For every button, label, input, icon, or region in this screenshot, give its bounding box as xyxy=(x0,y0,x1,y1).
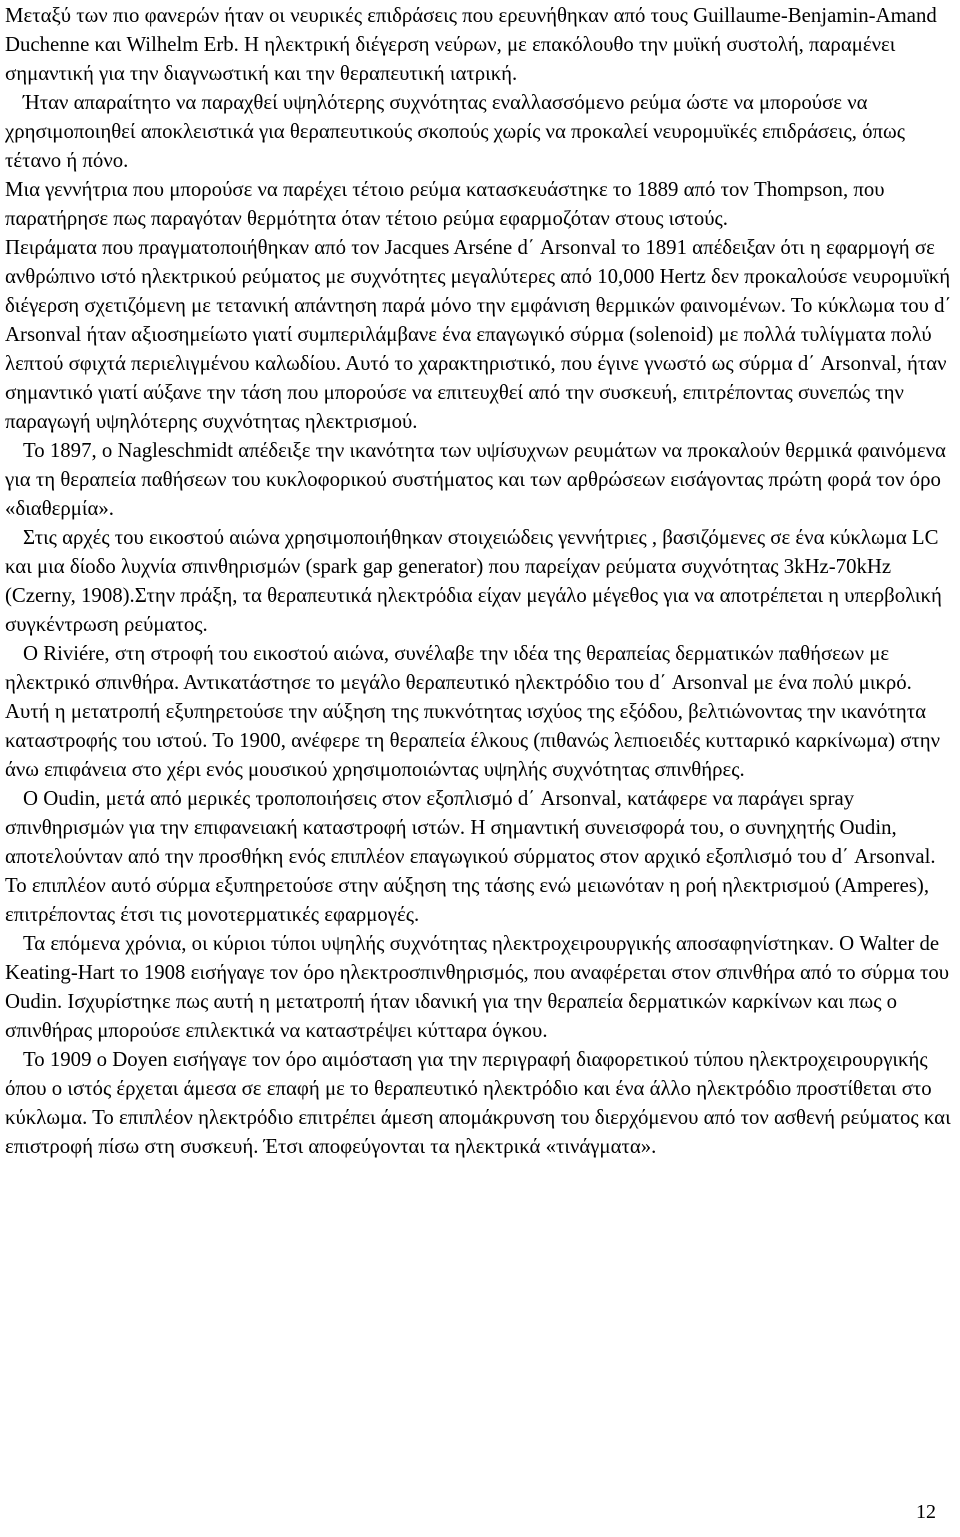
paragraph-thompson-generator: Μια γεννήτρια που μπορούσε να παρέχει τέτοιο ρεύμα κατασκευάστηκε το 1889 από τον Thompson, που παρατήρησε πως παραγόταν θερμότητα όταν τέτοιο ρεύμα εφαρμοζόταν στους ιστούς. xyxy=(5,178,885,230)
paragraph-oudin-resonator: Ο Oudin, μετά από μερικές τροποποιήσεις στον εξοπλισμό d΄ Arsonval, κατάφερε να παράγει spray σπινθηρισμών για την επιφανειακή καταστροφή ιστών. Η σημαντική συνεισφορά του, ο συνηχητής Oudin, αποτελούνταν από την προσθήκη ενός επιπλέον επαγωγικού σύρματος στον αρχικό εξοπλισμό του d΄ Arsonval. Το επιπλέον αυτό σύρμα εξυπηρετούσε στην αύξηση της τάσης ενώ μειωνόταν η ροή ηλεκτρισμού (Amperes), επιτρέποντας έτσι τις μονοτερματικές εφαρμογές. xyxy=(5,787,936,926)
paragraph-high-frequency-need: Ήταν απαραίτητο να παραχθεί υψηλότερης συχνότητας εναλλασσόμενο ρεύμα ώστε να μπορούσε να χρησιμοποιηθεί αποκλειστικά για θεραπευτικούς σκοπούς χωρίς να προκαλεί νευρομυϊκές επιδράσεις, όπως τέτανο ή πόνο. xyxy=(5,91,905,172)
paragraph-nagleschmidt-diathermy: Το 1897, ο Nagleschmidt απέδειξε την ικανότητα των υψίσυχνων ρευμάτων να προκαλούν θερμικά φαινόμενα για τη θεραπεία παθήσεων του κυκλοφορικού συστήματος και των αρθρώσεων εισάγοντας πρώτη φορά τον όρο «διαθερμία». xyxy=(5,439,946,520)
paragraph-arsonval-experiments: Πειράματα που πραγματοποιήθηκαν από τον Jacques Arséne d΄ Arsonval το 1891 απέδειξαν ότι η εφαρμογή σε ανθρώπινο ιστό ηλεκτρικού ρεύματος με συχνότητες μεγαλύτερες από 10,000 Hertz δεν προκαλούσε νευρομυϊκή διέγερση σχετιζόμενη με τετανική απάντηση παρά μόνο την εμφάνιση θερμικών φαινομένων. Το κύκλωμα του d΄ Arsonval ήταν αξιοσημείωτο γιατί συμπεριλάμβανε ένα επαγωγικό σύρμα (solenoid) με πολλά τυλίγματα πολύ λεπτού σφιχτά περιελιγμένου καλωδίου. Αυτό το χαρακτηριστικό, που έγινε γνωστό ως σύρμα d΄ Arsonval, ήταν σημαντικό γιατί αύξανε την τάση που μπορούσε να επιτευχθεί από την συσκευή, επιτρέποντας συνεπώς την παραγωγή υψηλότερης συχνότητας ηλεκτρισμού. xyxy=(5,236,952,433)
paragraph-keating-hart-fulguration: Τα επόμενα χρόνια, οι κύριοι τύποι υψηλής συχνότητας ηλεκτροχειρουργικής αποσαφηνίστηκαν. Ο Walter de Keating-Hart το 1908 εισήγαγε τον όρο ηλεκτροσπινθηρισμός, που αναφέρεται στον σπινθήρα από το σύρμα του Oudin. Ισχυρίστηκε πως αυτή η μετατροπή ήταν ιδανική για την θεραπεία δερματικών καρκίνων και πως ο σπινθήρας μπορούσε επιλεκτικά να καταστρέψει κύτταρα όγκου. xyxy=(5,932,950,1042)
page-number: 12 xyxy=(916,1501,936,1523)
paragraph-doyen-hemostasis: Το 1909 ο Doyen εισήγαγε τον όρο αιμόσταση για την περιγραφή διαφορετικού τύπου ηλεκτροχειρουργικής όπου ο ιστός έρχεται άμεσα σε επαφή με το θεραπευτικό ηλεκτρόδιο και ένα άλλο ηλεκτρόδιο προστίθεται στο κύκλωμα. Το επιπλέον ηλεκτρόδιο επιτρέπει άμεση απομάκρυνση του διερχόμενου από τον ασθενή ρεύματος και επιστροφή πίσω στη συσκευή. Έτσι αποφεύγονται τα ηλεκτρικά «τινάγματα». xyxy=(5,1048,951,1158)
paragraph-spark-gap-generators: Στις αρχές του εικοστού αιώνα χρησιμοποιήθηκαν στοιχειώδεις γεννήτριες , βασιζόμενες σε ένα κύκλωμα LC και μια δίοδο λυχνία σπινθηρισμών (spark gap generator) που παρείχαν ρεύματα συχνότητας 3kHz-70kHz (Czerny, 1908).Στην πράξη, τα θεραπευτικά ηλεκτρόδια είχαν μεγάλο μέγεθος για να αποτρέπεται η υπερβολική συγκέντρωση ρεύματος. xyxy=(5,526,942,636)
document-page xyxy=(5,0,955,1161)
paragraph-nerve-effects: Μεταξύ των πιο φανερών ήταν οι νευρικές επιδράσεις που ερευνήθηκαν από τους Guillaume-Benjamin-Amand Duchenne και Wilhelm Erb. Η ηλεκτρική διέγερση νεύρων, με επακόλουθο την μυϊκή συστολή, παραμένει σημαντική για την διαγνωστική και την θεραπευτική ιατρική. xyxy=(5,4,937,85)
paragraph-riviere-spark: Ο Riviére, στη στροφή του εικοστού αιώνα, συνέλαβε την ιδέα της θεραπείας δερματικών παθήσεων με ηλεκτρικό σπινθήρα. Αντικατάστησε το μεγάλο θεραπευτικό ηλεκτρόδιο του d΄ Arsonval με ένα πολύ μικρό. Αυτή η μετατροπή εξυπηρετούσε την αύξηση της πυκνότητας ισχύος της εξόδου, βελτιώνοντας την ικανότητα καταστροφής του ιστού. Το 1900, ανέφερε τη θεραπεία έλκους (πιθανώς λεπιοειδές κυτταρικό καρκίνωμα) στην άνω επιφάνεια στο χέρι ενός μουσικού χρησιμοποιώντας υψηλής συχνότητας σπινθήρες. xyxy=(5,642,941,781)
